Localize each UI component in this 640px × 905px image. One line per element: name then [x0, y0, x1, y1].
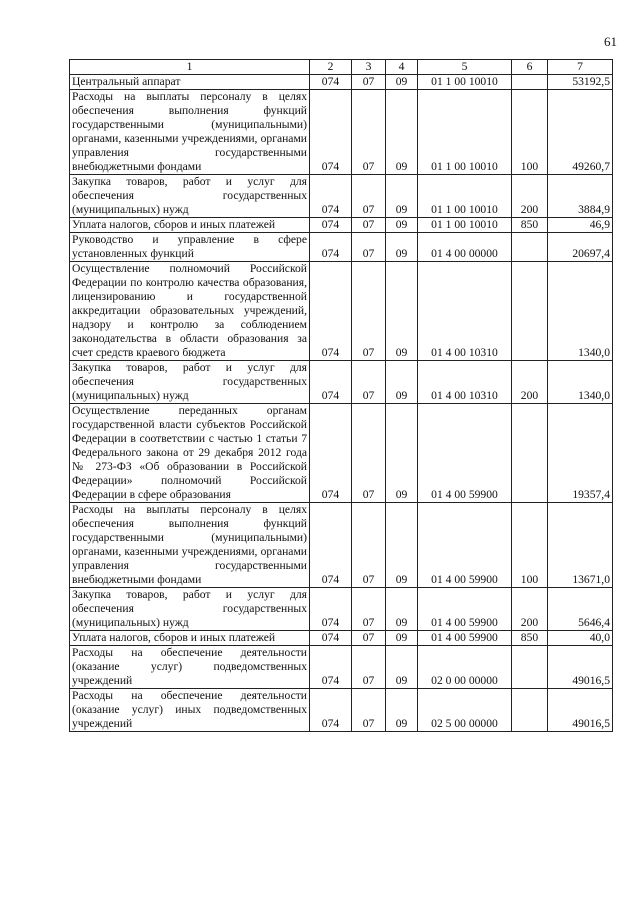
table-row	[70, 175, 613, 218]
table-row	[70, 631, 613, 646]
expense-name-cell: Осуществление полномочий Российской Федерации по контролю качества образования, лицензированию и государственной аккредитации образовательных учреждений, надзору и контролю за соблюдением законодательства в области образования за счет средств краевого бюджета	[70, 262, 310, 361]
ministry-code-cell: 074	[310, 262, 352, 361]
section-code-cell: 07	[352, 175, 386, 218]
ministry-code-cell: 074	[310, 588, 352, 631]
target-article-cell: 02 0 00 00000	[418, 646, 512, 689]
subsection-code-cell: 09	[386, 404, 418, 503]
subsection-code-cell: 09	[386, 689, 418, 732]
expense-name-cell: Расходы на обеспечение деятельности (оказание услуг) иных подведомственных учреждений	[70, 689, 310, 732]
amount-cell: 1340,0	[548, 361, 613, 404]
target-article-cell: 01 1 00 10010	[418, 175, 512, 218]
subsection-code-cell: 09	[386, 588, 418, 631]
table-row	[70, 90, 613, 175]
expense-type-cell: 100	[512, 503, 548, 588]
header-col-1: 1	[70, 60, 310, 75]
subsection-code-cell: 09	[386, 90, 418, 175]
expense-name-cell: Закупка товаров, работ и услуг для обеспечения государственных (муниципальных) нужд	[70, 175, 310, 218]
section-code-cell: 07	[352, 90, 386, 175]
subsection-code-cell: 09	[386, 218, 418, 233]
section-code-cell: 07	[352, 361, 386, 404]
table-row	[70, 75, 613, 90]
header-col-2: 2	[310, 60, 352, 75]
ministry-code-cell: 074	[310, 218, 352, 233]
subsection-code-cell: 09	[386, 503, 418, 588]
subsection-code-cell: 09	[386, 175, 418, 218]
subsection-code-cell: 09	[386, 646, 418, 689]
expense-type-cell	[512, 233, 548, 262]
expense-type-cell	[512, 646, 548, 689]
section-code-cell: 07	[352, 646, 386, 689]
table-row	[70, 233, 613, 262]
table-row	[70, 218, 613, 233]
expense-type-cell: 200	[512, 361, 548, 404]
target-article-cell: 01 1 00 10010	[418, 75, 512, 90]
expense-name-cell: Закупка товаров, работ и услуг для обеспечения государственных (муниципальных) нужд	[70, 588, 310, 631]
header-col-5: 5	[418, 60, 512, 75]
amount-cell: 5646,4	[548, 588, 613, 631]
table-row	[70, 404, 613, 503]
amount-cell: 40,0	[548, 631, 613, 646]
table-body	[70, 75, 613, 732]
budget-table	[69, 59, 613, 732]
header-col-4: 4	[386, 60, 418, 75]
expense-type-cell	[512, 262, 548, 361]
target-article-cell: 01 4 00 10310	[418, 361, 512, 404]
ministry-code-cell: 074	[310, 233, 352, 262]
amount-cell: 1340,0	[548, 262, 613, 361]
section-code-cell: 07	[352, 218, 386, 233]
ministry-code-cell: 074	[310, 175, 352, 218]
expense-type-cell	[512, 75, 548, 90]
expense-type-cell	[512, 689, 548, 732]
amount-cell: 46,9	[548, 218, 613, 233]
target-article-cell: 01 4 00 00000	[418, 233, 512, 262]
expense-type-cell: 200	[512, 588, 548, 631]
header-col-7: 7	[548, 60, 613, 75]
expense-type-cell: 850	[512, 218, 548, 233]
table-row	[70, 689, 613, 732]
section-code-cell: 07	[352, 588, 386, 631]
subsection-code-cell: 09	[386, 631, 418, 646]
expense-type-cell	[512, 404, 548, 503]
ministry-code-cell: 074	[310, 689, 352, 732]
page-number: 61	[604, 34, 617, 49]
subsection-code-cell: 09	[386, 262, 418, 361]
header-row	[70, 60, 613, 75]
target-article-cell: 01 4 00 59900	[418, 631, 512, 646]
ministry-code-cell: 074	[310, 631, 352, 646]
section-code-cell: 07	[352, 404, 386, 503]
target-article-cell: 01 1 00 10010	[418, 218, 512, 233]
table-row	[70, 262, 613, 361]
expense-name-cell: Уплата налогов, сборов и иных платежей	[70, 218, 310, 233]
table-row	[70, 503, 613, 588]
target-article-cell: 02 5 00 00000	[418, 689, 512, 732]
ministry-code-cell: 074	[310, 75, 352, 90]
ministry-code-cell: 074	[310, 404, 352, 503]
amount-cell: 20697,4	[548, 233, 613, 262]
ministry-code-cell: 074	[310, 646, 352, 689]
section-code-cell: 07	[352, 75, 386, 90]
header-col-6: 6	[512, 60, 548, 75]
target-article-cell: 01 4 00 59900	[418, 404, 512, 503]
ministry-code-cell: 074	[310, 361, 352, 404]
target-article-cell: 01 4 00 59900	[418, 588, 512, 631]
ministry-code-cell: 074	[310, 90, 352, 175]
section-code-cell: 07	[352, 262, 386, 361]
expense-name-cell: Руководство и управление в сфере установленных функций	[70, 233, 310, 262]
target-article-cell: 01 4 00 59900	[418, 503, 512, 588]
expense-name-cell: Центральный аппарат	[70, 75, 310, 90]
amount-cell: 13671,0	[548, 503, 613, 588]
table-row	[70, 588, 613, 631]
subsection-code-cell: 09	[386, 233, 418, 262]
expense-name-cell: Расходы на выплаты персоналу в целях обеспечения выполнения функций государственными (муниципальными) органами, казенными учреждениями, органами управления государственными внебюджетными фондами	[70, 90, 310, 175]
amount-cell: 49016,5	[548, 646, 613, 689]
subsection-code-cell: 09	[386, 75, 418, 90]
subsection-code-cell: 09	[386, 361, 418, 404]
table-row	[70, 361, 613, 404]
expense-type-cell: 200	[512, 175, 548, 218]
amount-cell: 49016,5	[548, 689, 613, 732]
target-article-cell: 01 4 00 10310	[418, 262, 512, 361]
section-code-cell: 07	[352, 233, 386, 262]
section-code-cell: 07	[352, 631, 386, 646]
amount-cell: 3884,9	[548, 175, 613, 218]
expense-name-cell: Расходы на выплаты персоналу в целях обеспечения выполнения функций государственными (муниципальными) органами, казенными учреждениями, органами управления государственными внебюджетными фондами	[70, 503, 310, 588]
section-code-cell: 07	[352, 503, 386, 588]
expense-name-cell: Осуществление переданных органам государственной власти субъектов Российской Федерации в соответствии с частью 1 статьи 7 Федерального закона от 29 декабря 2012 года № 273-ФЗ «Об образовании в Российской Федерации» полномочий Российской Федерации в сфере образования	[70, 404, 310, 503]
table-header	[70, 60, 613, 75]
expense-type-cell: 100	[512, 90, 548, 175]
expense-type-cell: 850	[512, 631, 548, 646]
expense-name-cell: Уплата налогов, сборов и иных платежей	[70, 631, 310, 646]
target-article-cell: 01 1 00 10010	[418, 90, 512, 175]
amount-cell: 49260,7	[548, 90, 613, 175]
section-code-cell: 07	[352, 689, 386, 732]
header-col-3: 3	[352, 60, 386, 75]
expense-name-cell: Расходы на обеспечение деятельности (оказание услуг) подведомственных учреждений	[70, 646, 310, 689]
amount-cell: 53192,5	[548, 75, 613, 90]
expense-name-cell: Закупка товаров, работ и услуг для обеспечения государственных (муниципальных) нужд	[70, 361, 310, 404]
ministry-code-cell: 074	[310, 503, 352, 588]
amount-cell: 19357,4	[548, 404, 613, 503]
table-row	[70, 646, 613, 689]
